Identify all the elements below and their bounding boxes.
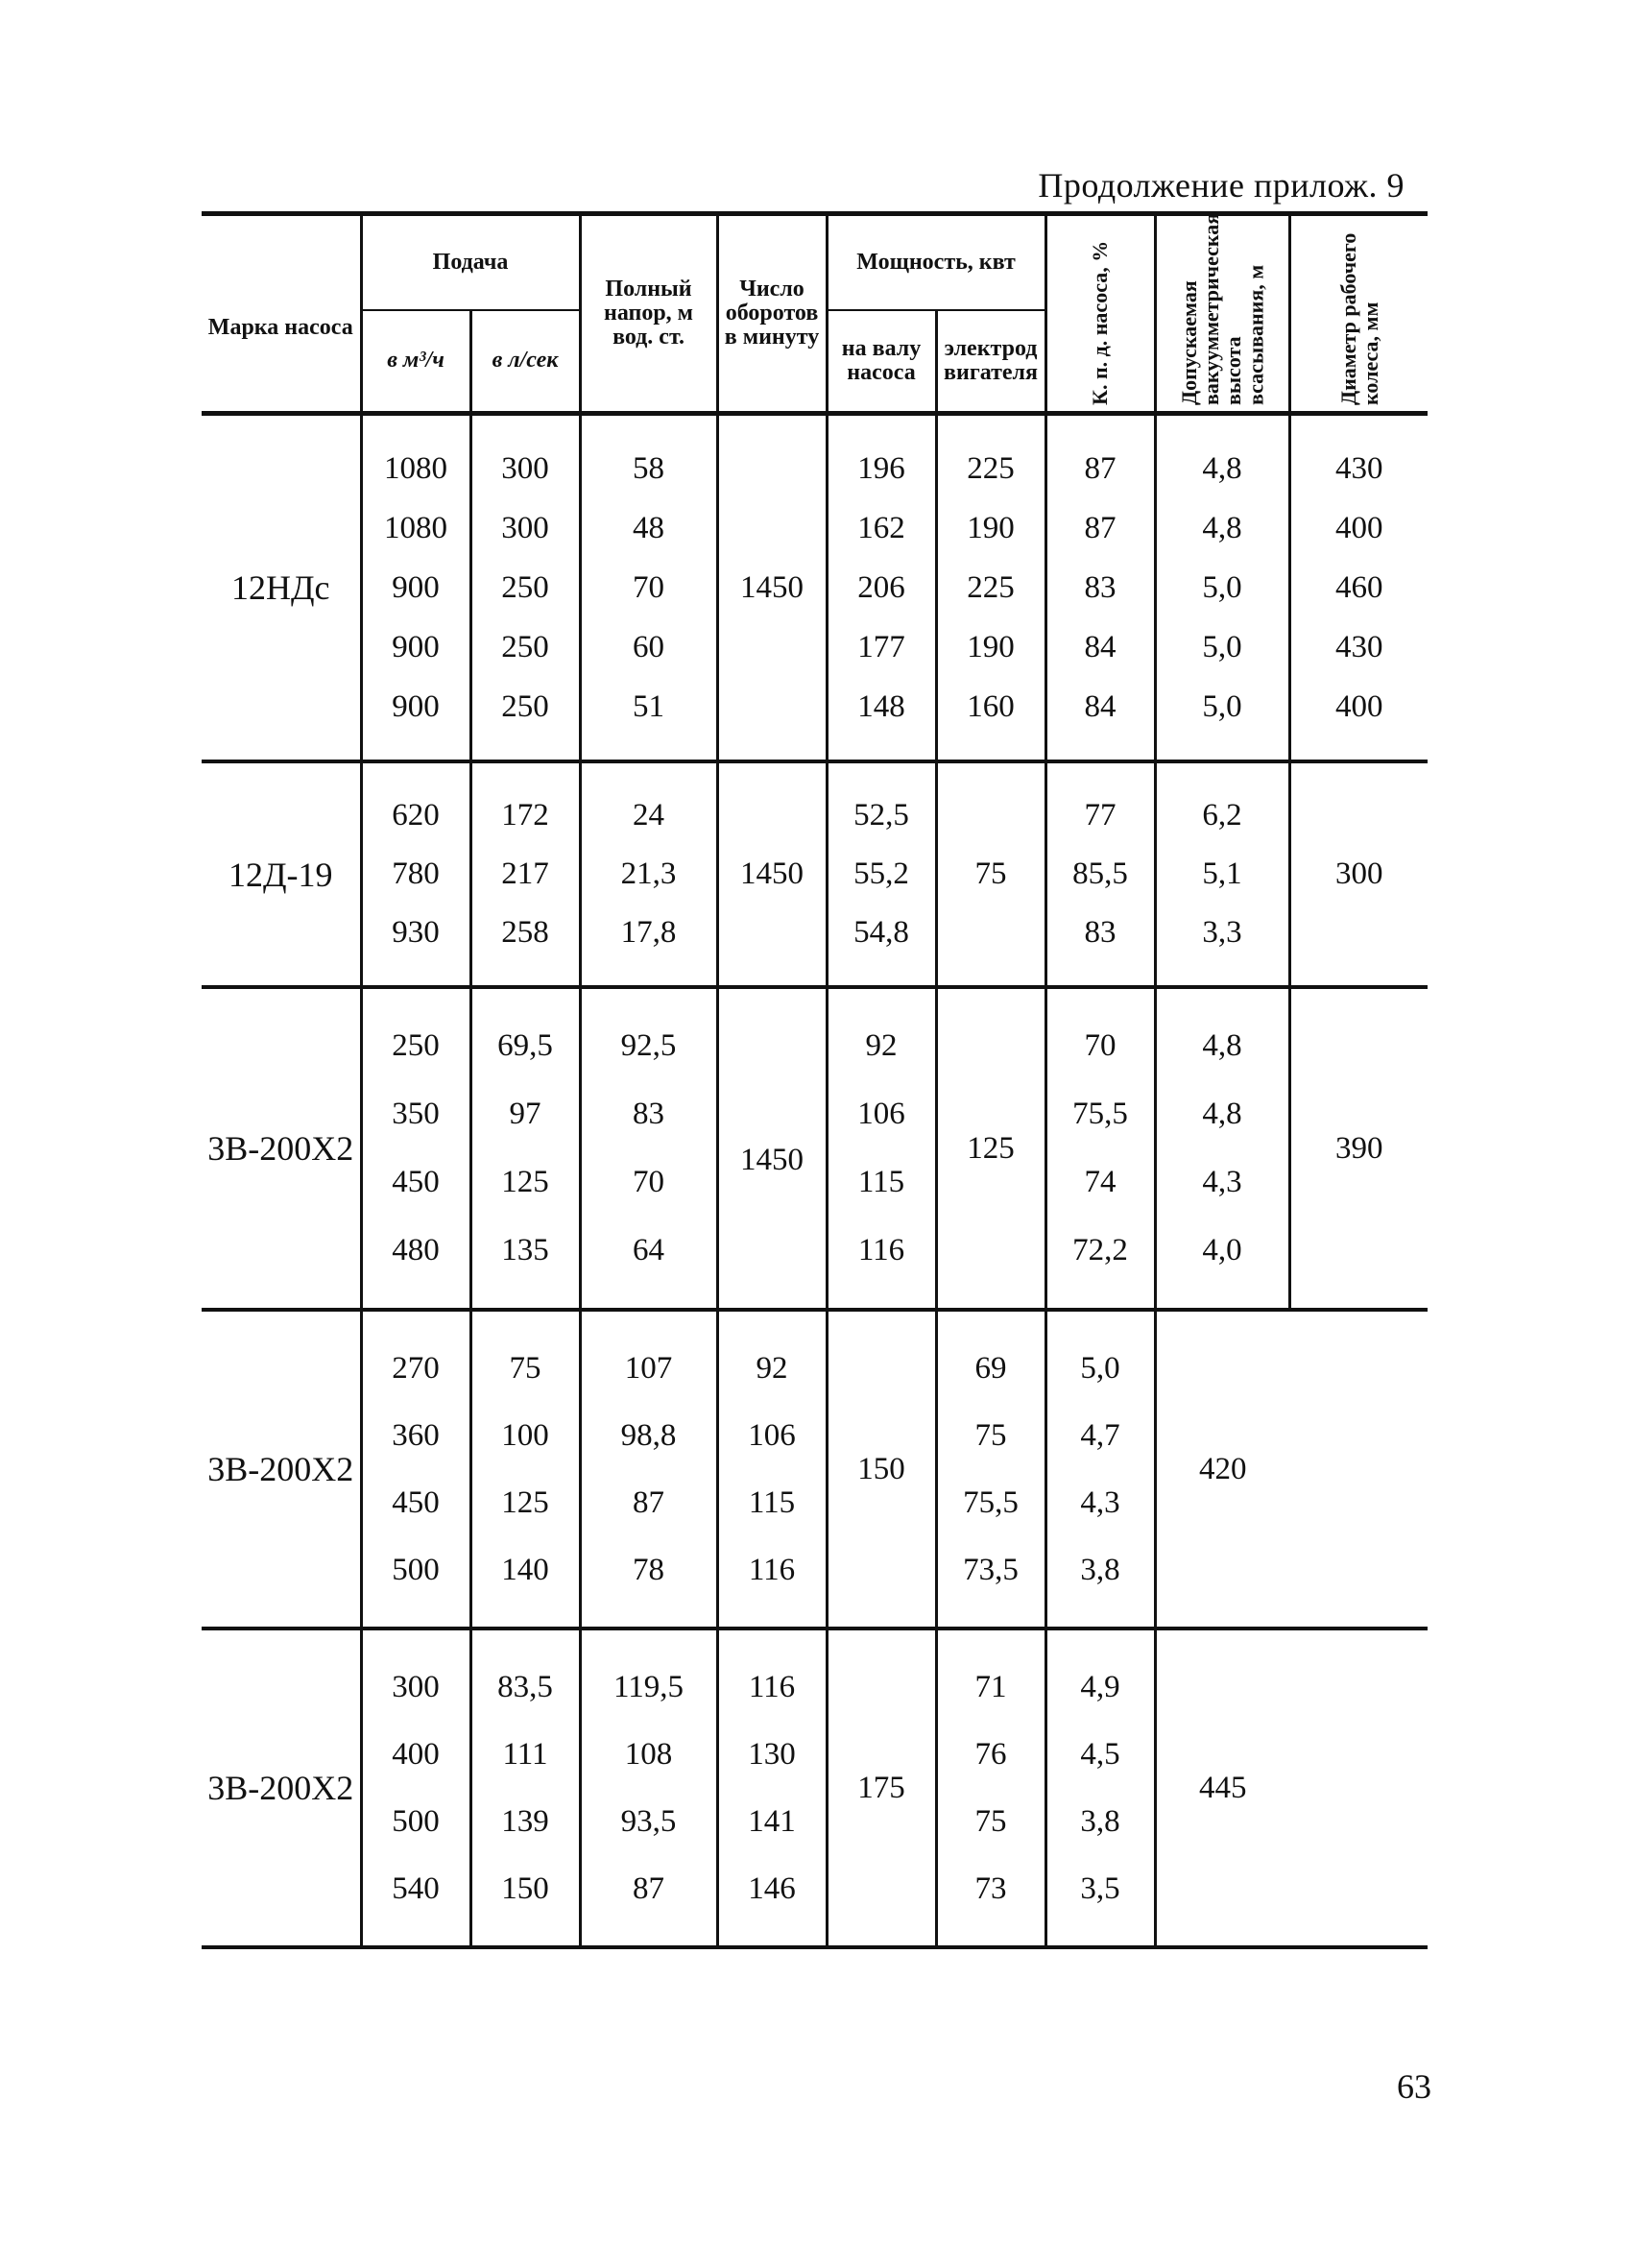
- suction: 4,8: [1155, 498, 1289, 558]
- power-shaft: 115: [827, 1148, 936, 1217]
- col-efficiency-label: К. п. д. насоса, %: [1088, 240, 1113, 405]
- diameter: 445: [1155, 1653, 1289, 1922]
- col-suction: [1155, 214, 1289, 414]
- diameter: 400: [1289, 498, 1428, 558]
- suction: 4,3: [1155, 1148, 1289, 1217]
- pump-specs-table: [202, 211, 1428, 1949]
- col-suction-label: Допускаемая вакуумметрическая высота всасывания, м: [1176, 212, 1268, 405]
- head: 78: [580, 1536, 717, 1604]
- flow-m3h: 1080: [361, 498, 470, 558]
- flow-ls: 125: [470, 1148, 580, 1217]
- power-shaft: 162: [827, 498, 936, 558]
- diameter: 430: [1289, 439, 1428, 498]
- efficiency: 84: [1045, 617, 1155, 677]
- table-row: [202, 1653, 1428, 1721]
- efficiency: 73: [936, 1855, 1045, 1922]
- power-shaft: 141: [717, 1788, 827, 1855]
- efficiency: 71: [936, 1653, 1045, 1721]
- efficiency: 77: [1045, 786, 1155, 845]
- col-power: Мощность, квт: [827, 214, 1045, 310]
- flow-ls: 250: [470, 677, 580, 736]
- efficiency: 83: [1045, 558, 1155, 617]
- efficiency: 75,5: [1045, 1080, 1155, 1148]
- suction: 3,8: [1045, 1788, 1155, 1855]
- flow-ls: 139: [470, 1788, 580, 1855]
- power-shaft: 106: [827, 1080, 936, 1148]
- power-shaft: 92: [827, 1012, 936, 1080]
- flow-ls: 300: [470, 439, 580, 498]
- flow-m3h: 500: [361, 1788, 470, 1855]
- power-motor: 225: [936, 439, 1045, 498]
- suction: 5,0: [1155, 677, 1289, 736]
- head: 70: [580, 1148, 717, 1217]
- group-12ndc: [202, 414, 1428, 762]
- power-shaft: 55,2: [827, 845, 936, 904]
- flow-m3h: 900: [361, 677, 470, 736]
- suction: 4,3: [1045, 1469, 1155, 1536]
- col-diameter: [1289, 214, 1428, 414]
- power-motor: 190: [936, 617, 1045, 677]
- head: 64: [580, 1217, 717, 1285]
- flow-ls: 250: [470, 558, 580, 617]
- col-brand: Марка насоса: [202, 214, 361, 414]
- power-shaft: 115: [717, 1469, 827, 1536]
- head: 60: [580, 617, 717, 677]
- power-motor: 150: [827, 1335, 936, 1604]
- group-3v200-125: [202, 987, 1428, 1310]
- rpm: 1450: [717, 439, 827, 736]
- col-flow-ls: в л/сек: [470, 310, 580, 414]
- flow-ls: 97: [470, 1080, 580, 1148]
- diameter: 390: [1289, 1012, 1428, 1285]
- rpm: 1450: [717, 786, 827, 962]
- efficiency: 83: [1045, 904, 1155, 962]
- power-shaft: 106: [717, 1402, 827, 1469]
- flow-m3h: 450: [361, 1148, 470, 1217]
- flow-ls: 125: [470, 1469, 580, 1536]
- head: 87: [580, 1469, 717, 1536]
- diameter: 300: [1289, 786, 1428, 962]
- suction: 5,0: [1155, 558, 1289, 617]
- pump-brand: 12Д-19: [202, 786, 361, 962]
- power-shaft: 130: [717, 1721, 827, 1788]
- group-3v200-175: [202, 1629, 1428, 1947]
- head: 70: [580, 558, 717, 617]
- suction: 4,5: [1045, 1721, 1155, 1788]
- flow-ls: 83,5: [470, 1653, 580, 1721]
- col-head: Полный напор, м вод. ст.: [580, 214, 717, 414]
- suction: 5,0: [1045, 1335, 1155, 1402]
- flow-ls: 300: [470, 498, 580, 558]
- flow-m3h: 900: [361, 558, 470, 617]
- efficiency: 87: [1045, 439, 1155, 498]
- power-shaft: 54,8: [827, 904, 936, 962]
- power-shaft: 116: [717, 1536, 827, 1604]
- efficiency: 69: [936, 1335, 1045, 1402]
- table-row: [202, 439, 1428, 498]
- head: 21,3: [580, 845, 717, 904]
- suction: 3,8: [1045, 1536, 1155, 1604]
- col-power-motor: электродвигателя: [936, 310, 1045, 414]
- pump-brand: 3В-200X2: [202, 1653, 361, 1922]
- flow-ls: 111: [470, 1721, 580, 1788]
- flow-ls: 217: [470, 845, 580, 904]
- head: 24: [580, 786, 717, 845]
- power-shaft: 146: [717, 1855, 827, 1922]
- flow-m3h: 780: [361, 845, 470, 904]
- suction: 4,0: [1155, 1217, 1289, 1285]
- flow-m3h: 250: [361, 1012, 470, 1080]
- suction: 6,2: [1155, 786, 1289, 845]
- head: 98,8: [580, 1402, 717, 1469]
- pump-brand: 3В-200X2: [202, 1012, 361, 1285]
- efficiency: 75: [936, 1402, 1045, 1469]
- suction: 5,0: [1155, 617, 1289, 677]
- flow-ls: 135: [470, 1217, 580, 1285]
- flow-ls: 69,5: [470, 1012, 580, 1080]
- col-power-shaft: на валу насоса: [827, 310, 936, 414]
- head: 107: [580, 1335, 717, 1402]
- power-motor: 125: [936, 1012, 1045, 1285]
- efficiency: 70: [1045, 1012, 1155, 1080]
- table-row: [202, 1335, 1428, 1402]
- flow-m3h: 540: [361, 1855, 470, 1922]
- efficiency: 84: [1045, 677, 1155, 736]
- suction: 4,8: [1155, 1080, 1289, 1148]
- efficiency: 75,5: [936, 1469, 1045, 1536]
- group-12d19: [202, 761, 1428, 987]
- head: 83: [580, 1080, 717, 1148]
- power-motor: 190: [936, 498, 1045, 558]
- efficiency: 76: [936, 1721, 1045, 1788]
- power-shaft: 92: [717, 1335, 827, 1402]
- power-motor: 75: [936, 786, 1045, 962]
- diameter: 400: [1289, 677, 1428, 736]
- efficiency: 72,2: [1045, 1217, 1155, 1285]
- efficiency: 74: [1045, 1148, 1155, 1217]
- head: 51: [580, 677, 717, 736]
- head: 92,5: [580, 1012, 717, 1080]
- col-rpm: Число оборотов в минуту: [717, 214, 827, 414]
- table-row: [202, 786, 1428, 845]
- efficiency: 75: [936, 1788, 1045, 1855]
- power-shaft: 196: [827, 439, 936, 498]
- flow-ls: 258: [470, 904, 580, 962]
- efficiency: 73,5: [936, 1536, 1045, 1604]
- suction: 4,9: [1045, 1653, 1155, 1721]
- head: 17,8: [580, 904, 717, 962]
- power-motor: 175: [827, 1653, 936, 1922]
- flow-m3h: 270: [361, 1335, 470, 1402]
- power-shaft: 52,5: [827, 786, 936, 845]
- power-shaft: 116: [827, 1217, 936, 1285]
- power-shaft: 116: [717, 1653, 827, 1721]
- head: 119,5: [580, 1653, 717, 1721]
- col-efficiency: [1045, 214, 1155, 414]
- flow-m3h: 400: [361, 1721, 470, 1788]
- flow-m3h: 480: [361, 1217, 470, 1285]
- head: 48: [580, 498, 717, 558]
- page-header: Продолжение прилож. 9: [1038, 166, 1405, 205]
- suction: 4,8: [1155, 439, 1289, 498]
- suction: 4,8: [1155, 1012, 1289, 1080]
- rpm: 1450: [717, 1012, 827, 1310]
- flow-m3h: 360: [361, 1402, 470, 1469]
- efficiency: 85,5: [1045, 845, 1155, 904]
- page-number: 63: [1397, 2067, 1431, 2106]
- power-shaft: 206: [827, 558, 936, 617]
- diameter: 420: [1155, 1335, 1289, 1604]
- col-flow: Подача: [361, 214, 580, 310]
- col-flow-m3h: в м³/ч: [361, 310, 470, 414]
- flow-m3h: 1080: [361, 439, 470, 498]
- flow-m3h: 900: [361, 617, 470, 677]
- power-motor: 160: [936, 677, 1045, 736]
- power-shaft: 177: [827, 617, 936, 677]
- power-shaft: 148: [827, 677, 936, 736]
- flow-m3h: 930: [361, 904, 470, 962]
- flow-m3h: 620: [361, 786, 470, 845]
- power-motor: 225: [936, 558, 1045, 617]
- flow-ls: 250: [470, 617, 580, 677]
- flow-m3h: 500: [361, 1536, 470, 1604]
- flow-ls: 75: [470, 1335, 580, 1402]
- flow-ls: 150: [470, 1855, 580, 1922]
- flow-m3h: 300: [361, 1653, 470, 1721]
- suction: 3,3: [1155, 904, 1289, 962]
- head: 87: [580, 1855, 717, 1922]
- group-3v200-150: [202, 1310, 1428, 1629]
- head: 108: [580, 1721, 717, 1788]
- pump-brand: 3В-200X2: [202, 1335, 361, 1604]
- flow-ls: 140: [470, 1536, 580, 1604]
- flow-ls: 100: [470, 1402, 580, 1469]
- flow-m3h: 350: [361, 1080, 470, 1148]
- table-row: [202, 1012, 1428, 1080]
- flow-ls: 172: [470, 786, 580, 845]
- diameter: 460: [1289, 558, 1428, 617]
- head: 58: [580, 439, 717, 498]
- head: 93,5: [580, 1788, 717, 1855]
- pump-brand: 12НДс: [202, 439, 361, 736]
- diameter: 430: [1289, 617, 1428, 677]
- flow-m3h: 450: [361, 1469, 470, 1536]
- col-diameter-label: Диаметр рабочего колеса, мм: [1335, 232, 1382, 405]
- efficiency: 87: [1045, 498, 1155, 558]
- suction: 5,1: [1155, 845, 1289, 904]
- suction: 3,5: [1045, 1855, 1155, 1922]
- suction: 4,7: [1045, 1402, 1155, 1469]
